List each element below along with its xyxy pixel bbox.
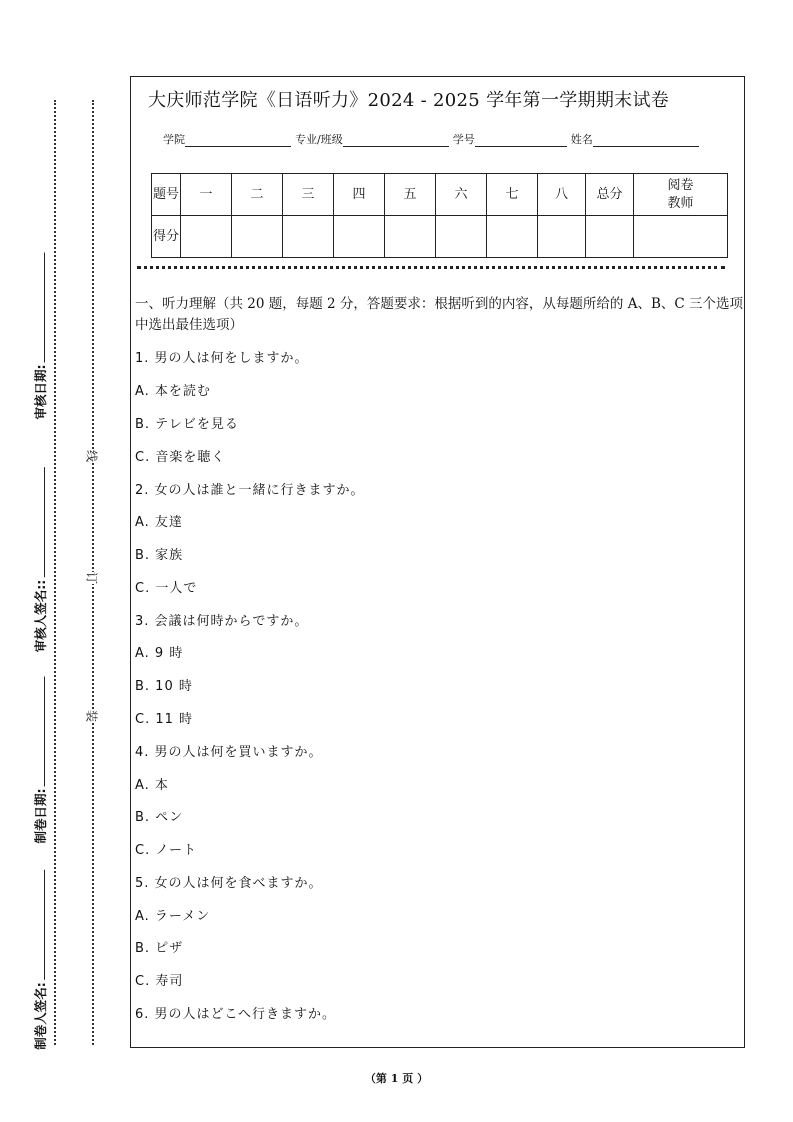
question-1-option-c: C. 音楽を聴く xyxy=(135,450,226,465)
question-3: 3. 会議は何時からですか。 xyxy=(135,614,309,629)
compile-date-label: 制卷日期: xyxy=(33,788,48,844)
score-table-score-row xyxy=(152,216,728,258)
question-2-option-a: A. 友達 xyxy=(135,515,183,530)
major-class-blank[interactable] xyxy=(343,134,449,147)
col-header-4: 四 xyxy=(334,174,385,216)
question-6: 6. 男の人はどこへ行きますか。 xyxy=(135,1007,337,1022)
question-5-option-a: A. ラーメン xyxy=(135,909,211,924)
question-5: 5. 女の人は何を食べますか。 xyxy=(135,876,323,891)
col-header-total: 总分 xyxy=(586,174,634,216)
score-table xyxy=(151,173,728,258)
score-cell-5[interactable] xyxy=(385,216,436,258)
reviewer-signature-field[interactable] xyxy=(31,468,49,653)
score-cell-2[interactable] xyxy=(232,216,283,258)
question-4-option-c: C. ノート xyxy=(135,843,197,858)
reviewer-signature-label: 审核人签名:: xyxy=(33,579,48,653)
col-header-7: 七 xyxy=(487,174,538,216)
major-class-label: 专业/班级 xyxy=(295,133,343,146)
score-cell-6[interactable] xyxy=(436,216,487,258)
question-4-option-b: B. ペン xyxy=(135,810,184,825)
binding-char-ding: 订 xyxy=(82,572,103,584)
student-id-blank[interactable] xyxy=(475,134,567,147)
row-label-question-number: 题号 xyxy=(152,174,181,216)
question-1: 1. 男の人は何をしますか。 xyxy=(135,351,309,366)
col-header-grader: 阅卷教师 xyxy=(634,174,728,216)
score-cell-4[interactable] xyxy=(334,216,385,258)
reviewer-signature-blank[interactable] xyxy=(35,468,45,578)
exam-title: 大庆师范学院《日语听力》2024 - 2025 学年第一学期期末试卷 xyxy=(148,90,670,111)
row-label-score: 得分 xyxy=(152,216,181,258)
section-1-title: 一、听力理解（共 20 题，每题 2 分，答题要求：根据听到的内容，从每题所给的 A、B、C 三个选项中选出最佳选项） xyxy=(135,296,744,333)
college-blank[interactable] xyxy=(185,134,291,147)
col-header-3: 三 xyxy=(283,174,334,216)
binding-dotted-line-outer xyxy=(54,100,56,1045)
compiler-signature-field[interactable] xyxy=(31,870,49,1050)
score-cell-3[interactable] xyxy=(283,216,334,258)
question-2: 2. 女の人は誰と一緒に行きますか。 xyxy=(135,483,365,498)
question-4: 4. 男の人は何を買いますか。 xyxy=(135,745,323,760)
review-date-field[interactable] xyxy=(31,253,49,420)
compiler-signature-blank[interactable] xyxy=(35,870,45,980)
col-header-2: 二 xyxy=(232,174,283,216)
binding-char-zhuang: 装 xyxy=(82,710,103,722)
college-label: 学院 xyxy=(163,133,185,146)
col-header-1: 一 xyxy=(181,174,232,216)
score-table-header-row xyxy=(152,174,728,216)
question-3-option-a: A. 9 時 xyxy=(135,646,184,661)
question-5-option-c: C. 寿司 xyxy=(135,974,184,989)
compile-date-field[interactable] xyxy=(31,677,49,844)
question-5-option-b: B. ピザ xyxy=(135,941,184,956)
compiler-signature-label: 制卷人签名: xyxy=(33,982,48,1050)
compile-date-blank[interactable] xyxy=(35,677,45,787)
score-cell-1[interactable] xyxy=(181,216,232,258)
col-header-6: 六 xyxy=(436,174,487,216)
score-cell-total[interactable] xyxy=(586,216,634,258)
name-blank[interactable] xyxy=(593,134,699,147)
name-label: 姓名 xyxy=(570,133,593,146)
binding-char-xian: 线 xyxy=(82,450,103,462)
col-header-8: 八 xyxy=(538,174,586,216)
question-2-option-c: C. 一人で xyxy=(135,581,198,596)
review-date-blank[interactable] xyxy=(35,253,45,363)
question-1-option-b: B. テレビを見る xyxy=(135,417,239,432)
question-4-option-a: A. 本 xyxy=(135,778,169,793)
page-number: （第 1 页 ） xyxy=(364,1072,429,1085)
question-2-option-b: B. 家族 xyxy=(135,548,184,563)
header-separator xyxy=(137,266,725,269)
question-1-option-a: A. 本を読む xyxy=(135,384,211,399)
question-3-option-c: C. 11 時 xyxy=(135,712,194,727)
col-header-5: 五 xyxy=(385,174,436,216)
score-cell-grader[interactable] xyxy=(634,216,728,258)
score-cell-7[interactable] xyxy=(487,216,538,258)
student-id-label: 学号 xyxy=(452,133,475,146)
student-info-row xyxy=(163,131,703,147)
score-cell-8[interactable] xyxy=(538,216,586,258)
question-3-option-b: B. 10 時 xyxy=(135,679,193,694)
review-date-label: 审核日期: xyxy=(33,364,48,420)
